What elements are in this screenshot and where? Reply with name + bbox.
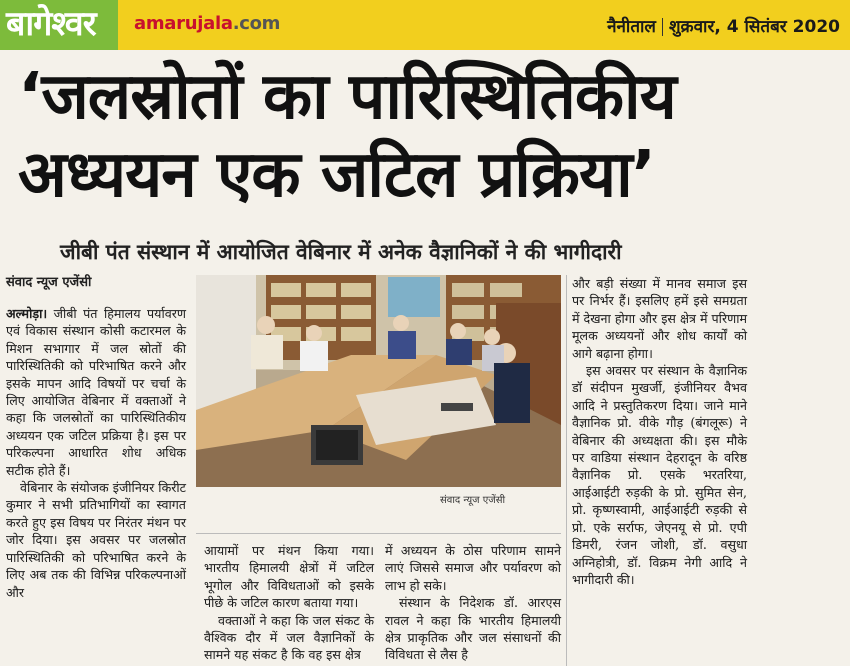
paragraph-text: जीबी पंत हिमालय पर्यावरण एवं विकास संस्थान कोसी कटारमल के मिशन सभागार में जल स्रोतों की पारिस्थितिकी को परिभाषित करने और इसके मापन आदि विषयों पर चर्चा के लिए आयोजित वेबिनार में वक्ताओं ने कहा कि जलस्रोतों का पारिस्थितिकीय अध्ययन एक जटिल प्रक्रिया है। इस पर परिकल्पना आधारित शोध अधिक सटीक होते हैं। <box>6 306 186 478</box>
brand-suffix: .com <box>232 13 281 34</box>
brand-name: amarujala <box>134 13 233 34</box>
article-column-1 <box>6 305 186 601</box>
paragraph: वक्ताओं ने कहा कि जल संकट के वैश्विक दौर में जल वैज्ञानिकों के सामने यह संकट है कि वह इस क्षेत्र <box>204 612 374 663</box>
dateline-place: अल्मोड़ा। <box>6 306 48 321</box>
column-divider <box>566 275 567 666</box>
city-label: नैनीताल <box>607 17 656 37</box>
column-divider <box>196 533 561 534</box>
meeting-photo-illustration <box>196 275 561 487</box>
paragraph: में अध्ययन के ठोस परिणाम सामने लाएं जिससे समाज और पर्यावरण को लाभ हो सके। <box>385 543 561 593</box>
article-subheadline: जीबी पंत संस्थान में आयोजित वेबिनार में अनेक वैज्ञानिकों ने की भागीदारी <box>60 240 622 264</box>
edition-badge <box>0 0 118 50</box>
issue-date: शुक्रवार, 4 सितंबर 2020 <box>668 17 840 37</box>
paragraph: आयामों पर मंथन किया गया। भारतीय हिमालयी क्षेत्रों में जटिल भूगोल और विविधताओं को इसके पीछे के जटिल कारण बताया गया। <box>204 543 374 611</box>
paragraph: और बड़ी संख्या में मानव समाज इस पर निर्भर हैं। इसलिए हमें इसे समग्रता में देखना होगा और इस क्षेत्र में परिणाम मूलक अध्ययनों और शोध कार्यों को आगे बढ़ाना होगा। <box>572 276 747 361</box>
dateline-divider <box>662 18 663 36</box>
article-column-2 <box>204 542 374 664</box>
masthead-bar <box>0 0 850 50</box>
photo-caption: संवाद न्यूज एजेंसी <box>440 495 506 506</box>
paragraph: संस्थान के निदेशक डॉ. आरएस रावल ने कहा कि भारतीय हिमालयी क्षेत्र प्राकृतिक और जल संसाधनों की विविधता से लैस है <box>385 595 561 663</box>
article-byline: संवाद न्यूज एजेंसी <box>6 275 92 290</box>
paragraph: इस अवसर पर संस्थान के वैज्ञानिक डॉ संदीपन मुखर्जी, इंजीनियर वैभव आदि ने प्रस्तुतिकरण दिया। जाने माने वैज्ञानिक प्रो. वीके गौड़ (बंगलूरू) ने वेबिनार की अध्यक्षता की। इस मौके पर वाडिया संस्थान देहरादून के वरिष्ठ वैज्ञानिक प्रो. एसके भरतरिया, आईआईटी रुड़की के प्रो. सुमित सेन, प्रो. कृष्णस्वामी, आईआईटी रुड़की से प्रो. एके सर्राफ, जेएनयू से प्रो. एपी डिमरी, रंजन जोशी, डॉ. वसुधा अग्निहोत्री, डॉ. विक्रम नेगी आदि ने भागीदारी की। <box>572 363 747 587</box>
article-column-3 <box>385 542 561 664</box>
edition-label: बागेश्वर <box>6 4 96 44</box>
article-headline: ‘जलस्रोतों का पारिस्थितिकीय अध्ययन एक जटिल प्रक्रिया’ <box>18 60 676 212</box>
article-photo <box>196 275 561 487</box>
brand-logo[interactable] <box>134 13 280 34</box>
issue-dateline <box>607 14 840 37</box>
article-column-4 <box>572 275 747 588</box>
paragraph: वेबिनार के संयोजक इंजीनियर किरीट कुमार ने सभी प्रतिभागियों का स्वागत करते हुए इस विषय पर निरंतर मंथन पर जोर दिया। इस अवसर पर जलस्रोत पारिस्थितिकी को परिभाषित करने के लिए अब तक की विभिन्न परिकल्पनाओं और <box>6 480 186 600</box>
paragraph <box>6 305 186 479</box>
